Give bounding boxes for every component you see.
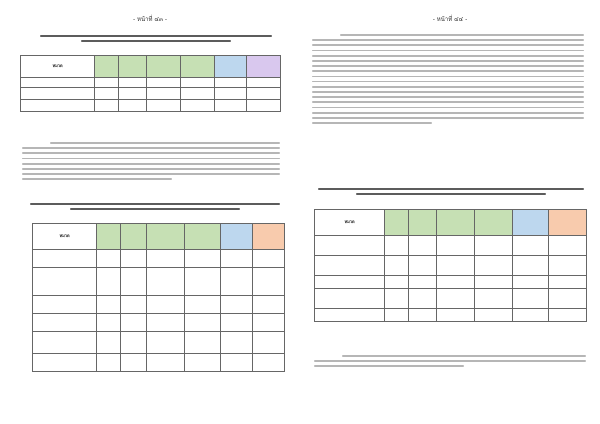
table3	[314, 209, 587, 322]
table-cell	[437, 276, 475, 289]
table-cell	[513, 309, 549, 322]
table2-header-4	[185, 224, 221, 250]
table-cell	[215, 100, 247, 112]
table3-header-3	[437, 210, 475, 236]
table-cell	[437, 236, 475, 256]
table-cell	[247, 78, 281, 88]
table-cell	[385, 309, 409, 322]
table-row	[21, 100, 281, 112]
table-cell	[475, 236, 513, 256]
table-row	[315, 309, 587, 322]
table-row	[315, 256, 587, 276]
table-cell	[181, 100, 215, 112]
table-cell	[97, 268, 121, 296]
table-cell	[147, 100, 181, 112]
table-cell	[215, 78, 247, 88]
table3-header-6	[549, 210, 587, 236]
table3-header-4	[475, 210, 513, 236]
table1-header-3	[147, 56, 181, 78]
table-cell	[385, 276, 409, 289]
table-cell	[185, 332, 221, 354]
table-cell	[97, 332, 121, 354]
table-cell	[97, 250, 121, 268]
table-cell	[95, 88, 119, 100]
table1-header-0: หมวด	[21, 56, 95, 78]
table-cell	[409, 256, 437, 276]
table-cell	[315, 256, 385, 276]
table-cell	[185, 250, 221, 268]
table1-header-5	[215, 56, 247, 78]
table-row	[315, 289, 587, 309]
table-cell	[437, 309, 475, 322]
table-cell	[253, 354, 285, 372]
table-cell	[315, 289, 385, 309]
table-cell	[253, 296, 285, 314]
table-cell	[549, 309, 587, 322]
table-cell	[215, 88, 247, 100]
table-cell	[147, 250, 185, 268]
table-cell	[97, 354, 121, 372]
table2-header-3	[147, 224, 185, 250]
table-row	[33, 314, 285, 332]
table-cell	[97, 314, 121, 332]
table-cell	[221, 332, 253, 354]
table3-header-1	[385, 210, 409, 236]
table-cell	[315, 276, 385, 289]
table-row	[315, 276, 587, 289]
table2-header-1	[97, 224, 121, 250]
table1-header-1	[95, 56, 119, 78]
table2-caption	[30, 203, 280, 210]
table-cell	[119, 88, 147, 100]
table-row	[33, 332, 285, 354]
table-cell	[475, 309, 513, 322]
table-cell	[409, 236, 437, 256]
table-cell	[33, 354, 97, 372]
table-cell	[549, 289, 587, 309]
table-cell	[181, 78, 215, 88]
table-cell	[21, 100, 95, 112]
table-cell	[221, 314, 253, 332]
table-cell	[33, 314, 97, 332]
table-cell	[221, 354, 253, 372]
table-cell	[185, 314, 221, 332]
table-cell	[181, 88, 215, 100]
table1-header-4	[181, 56, 215, 78]
table-cell	[185, 296, 221, 314]
table-cell	[253, 332, 285, 354]
table-cell	[549, 276, 587, 289]
table-cell	[253, 250, 285, 268]
table2-header-0: หมวด	[33, 224, 97, 250]
table-cell	[549, 256, 587, 276]
page-number: - หน้าที่ ๔๔ -	[432, 16, 468, 23]
table-cell	[221, 296, 253, 314]
table-cell	[513, 276, 549, 289]
table-cell	[147, 332, 185, 354]
table-cell	[409, 309, 437, 322]
table-cell	[513, 256, 549, 276]
table-cell	[33, 268, 97, 296]
table2-header-2	[121, 224, 147, 250]
right-page	[300, 0, 600, 424]
table-cell	[119, 78, 147, 88]
table-row	[315, 236, 587, 256]
table-cell	[97, 296, 121, 314]
table-cell	[121, 314, 147, 332]
table2-header-6	[253, 224, 285, 250]
table-cell	[513, 289, 549, 309]
table-cell	[147, 88, 181, 100]
table-cell	[385, 236, 409, 256]
table-cell	[385, 256, 409, 276]
table-cell	[253, 268, 285, 296]
table-cell	[549, 236, 587, 256]
body-paragraph	[312, 34, 584, 127]
table-cell	[315, 236, 385, 256]
table-row	[33, 296, 285, 314]
table-cell	[247, 100, 281, 112]
body-paragraph	[22, 142, 280, 184]
table1-header-2	[119, 56, 147, 78]
table-cell	[95, 100, 119, 112]
table3-caption	[318, 188, 584, 195]
table-cell	[147, 268, 185, 296]
table-cell	[121, 250, 147, 268]
table-cell	[185, 268, 221, 296]
table-cell	[147, 314, 185, 332]
table-cell	[247, 88, 281, 100]
table1-header-6	[247, 56, 281, 78]
page-number: - หน้าที่ ๔๓ -	[132, 16, 168, 23]
table-cell	[437, 256, 475, 276]
table-cell	[21, 88, 95, 100]
table-cell	[121, 296, 147, 314]
table-cell	[147, 78, 181, 88]
table-cell	[185, 354, 221, 372]
table1-caption	[40, 35, 272, 42]
table-cell	[513, 236, 549, 256]
table-cell	[221, 250, 253, 268]
table-row	[21, 88, 281, 100]
table-cell	[315, 309, 385, 322]
table-cell	[33, 250, 97, 268]
table-cell	[119, 100, 147, 112]
table-row	[33, 250, 285, 268]
table-cell	[437, 289, 475, 309]
table-cell	[147, 354, 185, 372]
table3-header-0: หมวด	[315, 210, 385, 236]
table-cell	[409, 276, 437, 289]
table-cell	[121, 332, 147, 354]
table2-header-5	[221, 224, 253, 250]
table3-header-2	[409, 210, 437, 236]
table-cell	[33, 296, 97, 314]
table-cell	[475, 276, 513, 289]
table-cell	[475, 256, 513, 276]
table3-header-5	[513, 210, 549, 236]
table-cell	[21, 78, 95, 88]
table-row	[21, 78, 281, 88]
body-paragraph	[314, 355, 586, 371]
table-cell	[385, 289, 409, 309]
table-row	[33, 268, 285, 296]
table-cell	[95, 78, 119, 88]
table-cell	[409, 289, 437, 309]
table-cell	[121, 268, 147, 296]
table-cell	[33, 332, 97, 354]
table-row	[33, 354, 285, 372]
table1	[20, 55, 281, 112]
table-cell	[147, 296, 185, 314]
table-cell	[221, 268, 253, 296]
table-cell	[253, 314, 285, 332]
table-cell	[475, 289, 513, 309]
table2	[32, 223, 285, 372]
table-cell	[121, 354, 147, 372]
